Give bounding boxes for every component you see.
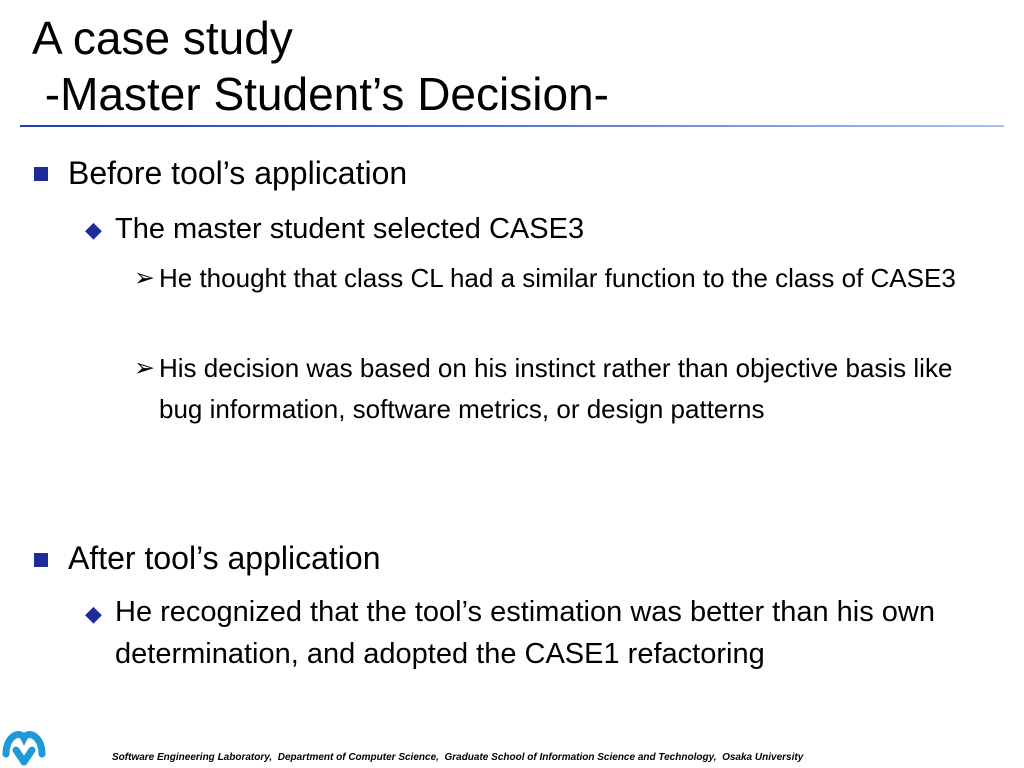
title-underline xyxy=(20,125,1004,127)
subpoint-similar-function: He thought that class CL had a similar function to the class of CASE3 xyxy=(159,263,956,293)
arrowhead-bullet-icon: ➢ xyxy=(134,354,155,382)
square-bullet-icon xyxy=(34,553,48,567)
diamond-bullet-icon: ◆ xyxy=(85,217,102,242)
university-logo-icon xyxy=(2,724,46,766)
slide-title xyxy=(32,10,609,122)
arrowhead-bullet-icon: ➢ xyxy=(134,264,155,292)
section-heading-after: After tool’s application xyxy=(68,540,381,576)
section-heading-before: Before tool’s application xyxy=(68,155,408,191)
slide-title-line1: A case study xyxy=(32,12,293,64)
slide-footer: Software Engineering Laboratory, Department of Computer Science, Graduate School of Information Science and Technology, Osaka University xyxy=(112,752,804,763)
diamond-bullet-icon: ◆ xyxy=(85,601,102,626)
point-adopted-case1: He recognized that the tool’s estimation was better than his own determination, and adopted the CASE1 refactoring xyxy=(115,596,935,670)
subpoint-instinct-decision: His decision was based on his instinct rather than objective basis like bug information, software metrics, or design patterns xyxy=(159,353,953,424)
point-selected-case3: The master student selected CASE3 xyxy=(115,213,585,245)
square-bullet-icon xyxy=(34,167,48,181)
slide-title-line2: -Master Student’s Decision- xyxy=(32,68,609,120)
